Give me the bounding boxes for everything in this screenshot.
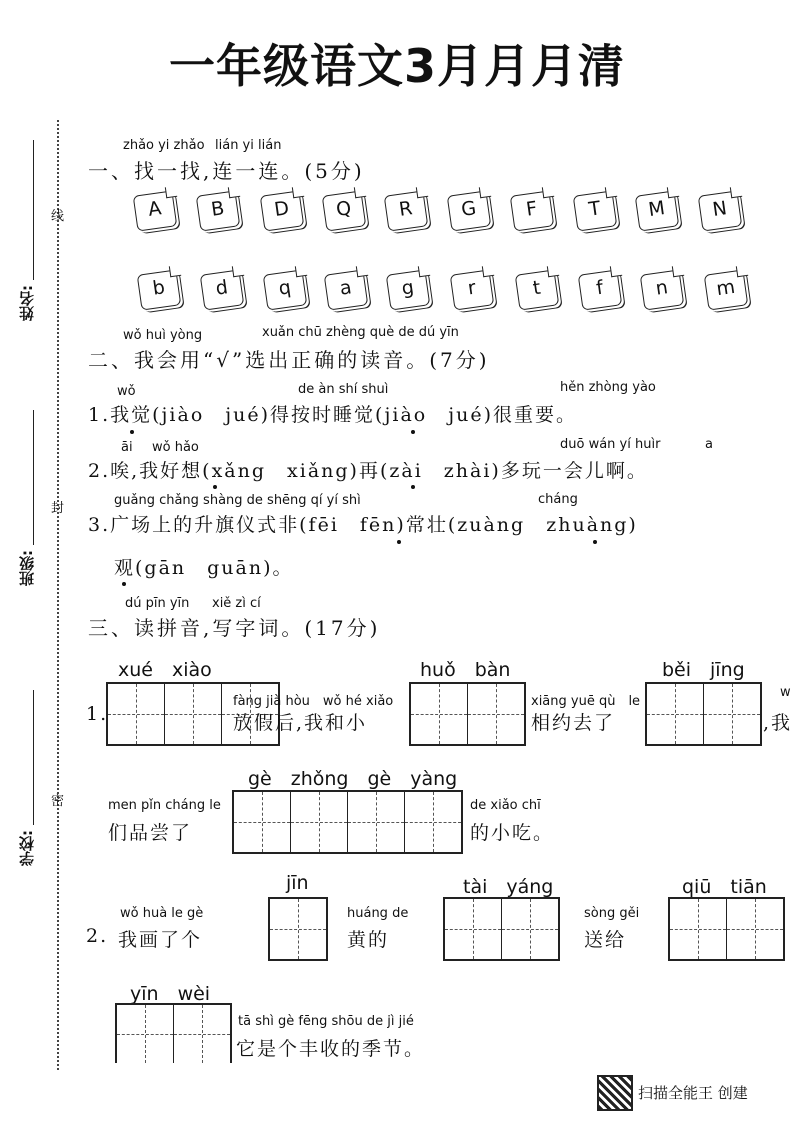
sentence-pinyin: fàng jià hòu wǒ hé xiǎo [233, 694, 394, 709]
seal-char: 线 [51, 209, 65, 224]
writing-grid[interactable] [645, 682, 762, 746]
section-3-heading: 三、读拼音,写字词。(17分) [88, 616, 381, 640]
class-line [33, 410, 34, 545]
question-1-text: 1.我觉(jiào jué)得按时睡觉(jiào jué)很重要。 [88, 404, 577, 426]
writing-grid[interactable] [668, 897, 785, 961]
seal-line [57, 120, 59, 1070]
section-2-pinyin: xuǎn chū zhèng què de dú yīn [262, 325, 459, 340]
q1-pinyin: wǒ [117, 384, 136, 399]
name-line [33, 140, 34, 280]
q3-pinyin: cháng [538, 492, 578, 507]
letter-label: t [531, 276, 542, 300]
letter-card[interactable] [450, 269, 495, 310]
q3-pinyin: guǎng chǎng shàng de shēng qí yí shì [114, 493, 361, 508]
school-label: 学校: [18, 830, 36, 866]
letter-label: f [594, 276, 605, 300]
sentence-text: ,我 [763, 712, 793, 734]
grid-pinyin: jīn [286, 872, 309, 894]
section-2-pinyin: wǒ huì yòng [123, 328, 203, 343]
letter-label: g [400, 276, 416, 300]
letter-label: N [711, 197, 729, 221]
letter-label: R [397, 197, 414, 221]
question-3-text: 3.广场上的升旗仪式非(fēi fēn)常壮(zuàng zhuàng) [88, 514, 638, 536]
letter-label: q [277, 276, 293, 300]
page-title: 一年级语文3月月月清 [168, 39, 625, 93]
grid-pinyin: qiū tiān [682, 876, 767, 898]
grid-pinyin: huǒ bàn [420, 659, 511, 681]
letter-card[interactable] [322, 190, 367, 231]
seal-char: 封 [51, 501, 65, 516]
letter-card[interactable] [260, 190, 305, 231]
emphasis-dot [130, 430, 134, 434]
letter-card[interactable] [263, 269, 308, 310]
letter-card[interactable] [384, 190, 429, 231]
writing-grid[interactable] [409, 682, 526, 746]
letter-label: m [715, 275, 737, 301]
q2-pinyin: a [705, 437, 713, 452]
letter-card[interactable] [704, 269, 749, 310]
letter-label: M [647, 196, 667, 222]
sentence-pinyin: tā shì gè fēng shōu de jì jié [238, 1014, 414, 1029]
emphasis-dot [411, 430, 415, 434]
question-3-text-continued: 观(gān guān)。 [114, 557, 294, 579]
sentence-pinyin: sòng gěi [584, 906, 640, 921]
letter-label: G [459, 197, 478, 221]
q2-pinyin: duō wán yí huìr [560, 437, 661, 452]
section-2-heading: 二、我会用“√”选出正确的读音。(7分) [88, 348, 490, 372]
letter-card[interactable] [196, 190, 241, 231]
sentence-text: 我画了个 [118, 929, 203, 951]
letter-card[interactable] [573, 190, 618, 231]
sentence-text: 相约去了 [531, 712, 616, 734]
class-label: 班级: [18, 550, 36, 586]
seal-char: 密 [51, 794, 65, 809]
name-label: 姓名: [18, 285, 36, 321]
emphasis-dot [213, 485, 217, 489]
grid-pinyin: yīn wèi [130, 983, 211, 1005]
section-1-heading: 一、找一找,连一连。(5分) [88, 159, 365, 183]
emphasis-dot [593, 540, 597, 544]
sentence-pinyin: xiāng yuē qù le [531, 694, 641, 709]
writing-grid[interactable] [232, 790, 463, 854]
sentence-text: 们品尝了 [108, 822, 193, 844]
emphasis-dot [397, 540, 401, 544]
letter-label: n [654, 276, 670, 300]
sentence-text: 它是个丰收的季节。 [236, 1038, 426, 1060]
grid-pinyin: gè zhǒng gè yàng [248, 768, 458, 790]
item-2-number: 2. [86, 925, 109, 947]
writing-grid[interactable] [268, 897, 328, 961]
emphasis-dot [122, 582, 126, 586]
q2-pinyin: wǒ hǎo [152, 440, 199, 455]
q1-pinyin: de àn shí shuì [298, 382, 389, 397]
question-2-text: 2.唉,我好想(xǎng xiǎng)再(zài zhài)多玩一会儿啊。 [88, 460, 648, 482]
letter-label: d [214, 276, 230, 300]
sentence-pinyin: huáng de [347, 906, 409, 921]
letter-card[interactable] [515, 269, 560, 310]
sentence-text: 送给 [584, 929, 627, 951]
letter-label: a [338, 276, 354, 300]
letter-label: B [209, 197, 226, 221]
letter-label: b [151, 276, 167, 300]
item-1-number: 1. [86, 703, 109, 725]
letter-card[interactable] [133, 190, 178, 231]
letter-card[interactable] [137, 269, 182, 310]
letter-card[interactable] [510, 190, 555, 231]
letter-card[interactable] [635, 190, 680, 231]
qr-code-icon [597, 1075, 633, 1111]
letter-label: F [524, 197, 539, 221]
letter-label: Q [334, 197, 353, 221]
sentence-pinyin: men pǐn cháng le [108, 798, 221, 813]
writing-grid[interactable] [115, 1003, 232, 1063]
writing-grid[interactable] [443, 897, 560, 961]
q2-pinyin: āi [121, 440, 133, 455]
letter-card[interactable] [386, 269, 431, 310]
letter-card[interactable] [578, 269, 623, 310]
grid-pinyin: xué xiào [118, 659, 212, 681]
section-1-pinyin: lián yi lián [215, 138, 282, 153]
letter-card[interactable] [324, 269, 369, 310]
school-line [33, 690, 34, 825]
section-3-pinyin: xiě zì cí [212, 596, 261, 611]
grid-pinyin: w [780, 685, 791, 700]
letter-label: D [272, 197, 291, 221]
section-1-pinyin: zhǎo yi zhǎo [123, 138, 205, 153]
section-3-pinyin: dú pīn yīn [125, 596, 190, 611]
letter-card[interactable] [640, 269, 685, 310]
sentence-text: 的小吃。 [470, 822, 555, 844]
letter-card[interactable] [447, 190, 492, 231]
letter-label: A [146, 197, 163, 221]
sentence-text: 黄的 [347, 929, 390, 951]
emphasis-dot [411, 485, 415, 489]
sentence-pinyin: de xiǎo chī [470, 798, 541, 813]
grid-pinyin: tài yáng [463, 876, 554, 898]
sentence-pinyin: wǒ huà le gè [120, 906, 204, 921]
letter-label: T [587, 197, 602, 221]
grid-pinyin: běi jīng [662, 659, 745, 681]
q1-pinyin: hěn zhòng yào [560, 380, 656, 395]
scanner-watermark: 扫描全能王 创建 [638, 1084, 748, 1102]
letter-label: r [466, 276, 478, 300]
sentence-text: 放假后,我和小 [233, 712, 368, 734]
letter-card[interactable] [200, 269, 245, 310]
letter-card[interactable] [698, 190, 743, 231]
